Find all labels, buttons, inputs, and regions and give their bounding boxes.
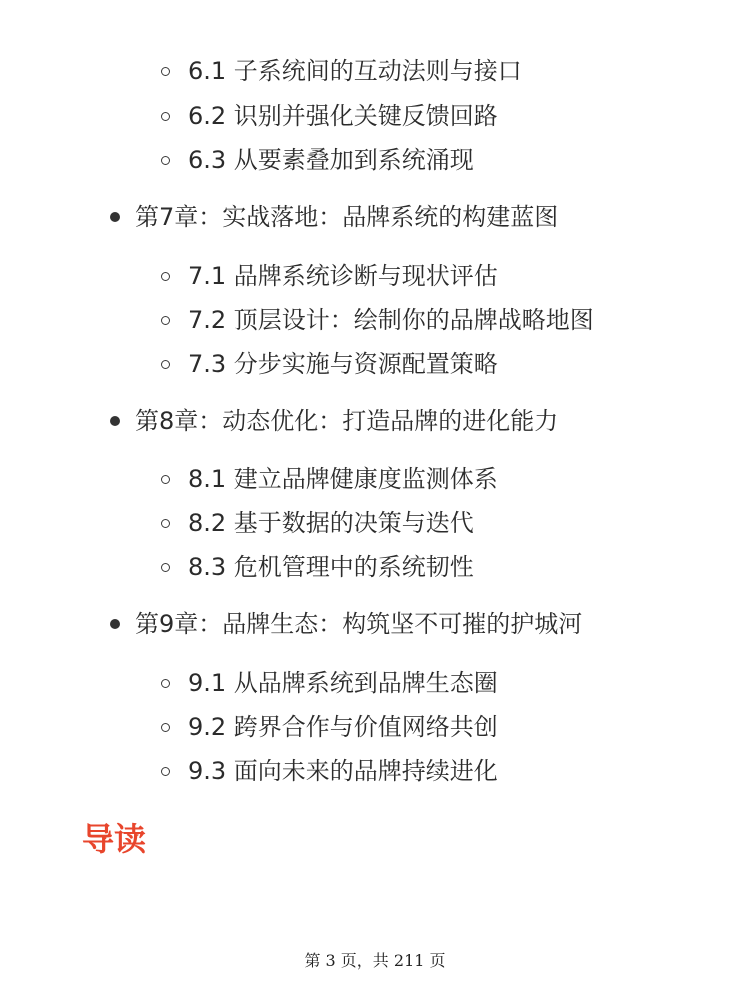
hollow-bullet-icon: [161, 679, 170, 688]
toc-subsection[interactable]: 8.3 危机管理中的系统韧性: [188, 553, 474, 581]
toc-subsection[interactable]: 8.1 建立品牌健康度监测体系: [188, 465, 498, 493]
toc-subsection[interactable]: 9.1 从品牌系统到品牌生态圈: [188, 669, 498, 697]
hollow-bullet-icon: [161, 767, 170, 776]
toc-subsection[interactable]: 7.1 品牌系统诊断与现状评估: [188, 262, 498, 290]
hollow-bullet-icon: [161, 112, 170, 121]
hollow-bullet-icon: [161, 272, 170, 281]
toc-subsection[interactable]: 7.3 分步实施与资源配置策略: [188, 350, 498, 378]
toc-chapter[interactable]: 第7章：实战落地：品牌系统的构建蓝图: [135, 203, 559, 231]
hollow-bullet-icon: [161, 360, 170, 369]
toc-subsection[interactable]: 7.2 顶层设计：绘制你的品牌战略地图: [188, 306, 594, 334]
toc-subsection[interactable]: 6.3 从要素叠加到系统涌现: [188, 146, 474, 174]
toc-subsection[interactable]: 6.1 子系统间的互动法则与接口: [188, 57, 522, 85]
hollow-bullet-icon: [161, 67, 170, 76]
section-heading: 导读: [82, 820, 147, 858]
hollow-bullet-icon: [161, 475, 170, 484]
toc-chapter[interactable]: 第9章：品牌生态：构筑坚不可摧的护城河: [135, 610, 583, 638]
toc-chapter[interactable]: 第8章：动态优化：打造品牌的进化能力: [135, 407, 559, 435]
page-footer: 第 3 页，共 211 页: [304, 951, 446, 970]
hollow-bullet-icon: [161, 316, 170, 325]
toc-subsection[interactable]: 8.2 基于数据的决策与迭代: [188, 509, 474, 537]
toc-subsection[interactable]: 9.2 跨界合作与价值网络共创: [188, 713, 498, 741]
toc-subsection[interactable]: 9.3 面向未来的品牌持续进化: [188, 757, 498, 785]
filled-bullet-icon: [110, 619, 120, 629]
toc-subsection[interactable]: 6.2 识别并强化关键反馈回路: [188, 102, 498, 130]
hollow-bullet-icon: [161, 563, 170, 572]
hollow-bullet-icon: [161, 156, 170, 165]
hollow-bullet-icon: [161, 723, 170, 732]
hollow-bullet-icon: [161, 519, 170, 528]
filled-bullet-icon: [110, 212, 120, 222]
filled-bullet-icon: [110, 416, 120, 426]
